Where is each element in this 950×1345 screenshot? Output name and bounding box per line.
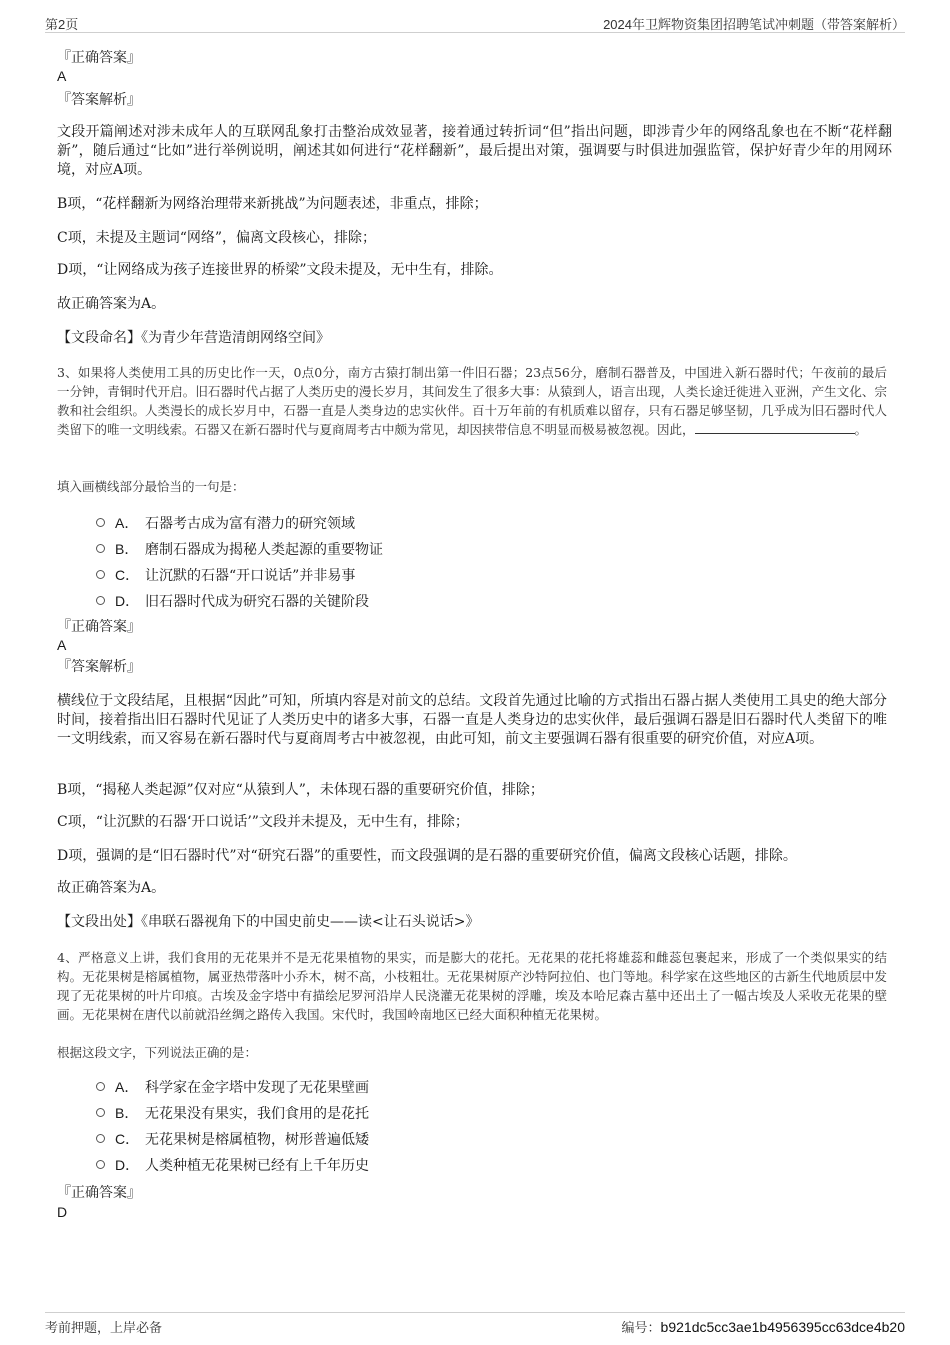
page-footer <box>45 1312 905 1337</box>
footer-slogan: 考前押题，上岸必备 <box>45 1320 163 1335</box>
q2-source: 【文段命名】《为青少年营造清朗网络空间》 <box>57 330 330 346</box>
q3-answer-label: 『正确答案』 <box>57 619 141 635</box>
q4-option-b[interactable] <box>57 1100 657 1126</box>
radio-icon[interactable] <box>96 570 105 579</box>
q4-answer: D <box>57 1204 68 1220</box>
option-letter: C． <box>115 1131 140 1147</box>
page-number: 第2页 <box>45 17 79 32</box>
q3-analysis-label: 『答案解析』 <box>57 659 141 675</box>
document-title: 2024年卫辉物资集团招聘笔试冲刺题（带答案解析） <box>603 17 905 32</box>
q4-option-a[interactable] <box>57 1074 657 1100</box>
option-text: 石器考古成为富有潜力的研究领域 <box>145 516 355 532</box>
q2-analysis-b: B项，“花样翻新为网络治理带来新挑战”为问题表述，非重点，排除； <box>57 196 488 212</box>
option-text: 人类种植无花果树已经有上千年历史 <box>145 1158 369 1174</box>
radio-icon[interactable] <box>96 544 105 553</box>
radio-icon[interactable] <box>96 1134 105 1143</box>
q3-analysis-main: 横线位于文段结尾，且根据“因此”可知，所填内容是对前文的总结。文段首先通过比喻的方式指出石器占据人类使用工具史的绝大部分时间，接着指出旧石器时代见证了人类历史中的诸多大事，石器一直是人类身边的忠实伙伴，最后强调石器是旧石器时代人类留下的唯一文明线索，而又容易在新石器时代与夏商周考古中被忽视，由此可知，前文主要强调石器有很重要的研究价值，对应A项。 <box>57 693 887 747</box>
option-letter: D． <box>115 593 140 609</box>
radio-icon[interactable] <box>96 1082 105 1091</box>
q4-option-d[interactable] <box>57 1152 657 1178</box>
q4-stem: 4、严格意义上讲，我们食用的无花果并不是无花果植物的果实，而是膨大的花托。无花果的花托将雄蕊和雌蕊包裹起来，形成了一个类似果实的结构。无花果树是榕属植物，属亚热带落叶小乔木，树不高，小枝粗壮。无花果树原产沙特阿拉伯、也门等地。科学家在这些地区的古新生代地质层中发现了无花果树的叶片印痕。古埃及金字塔中有描绘尼罗河沿岸人民浇灌无花果树的浮雕，埃及本哈尼森古墓中还出土了一幅古埃及人采收无花果的壁画。无花果树在唐代以前就沿丝绸之路传入我国。宋代时，我国岭南地区已经大面积种植无花果树。 <box>57 950 887 1022</box>
option-text: 让沉默的石器“开口说话”并非易事 <box>145 568 356 584</box>
option-letter: A． <box>115 515 139 531</box>
option-text: 科学家在金字塔中发现了无花果壁画 <box>145 1080 369 1096</box>
q2-answer-label: 『正确答案』 <box>57 50 141 66</box>
radio-icon[interactable] <box>96 596 105 605</box>
q3-analysis-c: C项，“让沉默的石器‘开口说话’”文段并未提及，无中生有，排除； <box>57 814 469 830</box>
option-text: 磨制石器成为揭秘人类起源的重要物证 <box>145 542 383 558</box>
q3-answer: A <box>57 637 67 653</box>
q3-instruction: 填入画横线部分最恰当的一句是： <box>57 479 245 494</box>
q2-analysis-label: 『答案解析』 <box>57 92 141 108</box>
q2-analysis-main: 文段开篇阐述对涉未成年人的互联网乱象打击整治成效显著，接着通过转折词“但”指出问题，即涉青少年的网络乱象也在不断“花样翻新”，随后通过“比如”进行举例说明，阐述其如何进行“花样翻新”，最后提出对策，强调要与时俱进加强监管，保护好青少年的用网环境，对应A项。 <box>57 124 892 178</box>
q3-option-d[interactable] <box>57 588 657 614</box>
radio-icon[interactable] <box>96 518 105 527</box>
q3-option-a[interactable] <box>57 510 657 536</box>
q3-conclusion: 故正确答案为A。 <box>57 880 166 896</box>
option-letter: B． <box>115 1105 139 1121</box>
code-value: b921dc5cc3ae1b4956395cc63dce4b20 <box>660 1319 905 1335</box>
q3-stem <box>57 363 887 439</box>
q2-answer: A <box>57 68 67 84</box>
q3-analysis-b: B项，“揭秘人类起源”仅对应“从猿到人”，未体现石器的重要研究价值，排除； <box>57 782 544 798</box>
q4-option-c[interactable] <box>57 1126 657 1152</box>
option-letter: C． <box>115 567 140 583</box>
q3-analysis-d: D项，强调的是“旧石器时代”对“研究石器”的重要性，而文段强调的是石器的重要研究价值，偏离文段核心话题，排除。 <box>57 848 797 864</box>
option-text: 旧石器时代成为研究石器的关键阶段 <box>145 594 369 610</box>
q2-analysis-d: D项，“让网络成为孩子连接世界的桥梁”文段未提及，无中生有，排除。 <box>57 262 503 278</box>
code-label: 编号： <box>621 1320 661 1335</box>
option-letter: A． <box>115 1079 139 1095</box>
radio-icon[interactable] <box>96 1160 105 1169</box>
q4-options <box>57 1074 657 1178</box>
option-text: 无花果没有果实，我们食用的是花托 <box>145 1106 369 1122</box>
q4-answer-label: 『正确答案』 <box>57 1185 141 1201</box>
option-text: 无花果树是榕属植物，树形普遍低矮 <box>145 1132 369 1148</box>
option-letter: B． <box>115 541 139 557</box>
q3-stem-text: 3、如果将人类使用工具的历史比作一天，0点0分，南方古猿打制出第一件旧石器；23点56分，磨制石器普及，中国进入新石器时代；午夜前的最后一分钟，青铜时代开启。旧石器时代占据了人类历史的漫长岁月，其间发生了很多大事：从猿到人，语言出现，人类长途迁徙进入亚洲，产生文化、宗教和社会组织。人类漫长的成长岁月中，石器一直是人类身边的忠实伙伴。百十万年前的有机质难以留存，只有石器足够坚韧，几乎成为旧石器时代人类留下的唯一文明线索。石器又在新石器时代与夏商周考古中颇为常见，却因挟带信息不明显而极易被忽视。因此， <box>57 365 887 437</box>
q3-source: 【文段出处】《串联石器视角下的中国史前史——读<让石头说话>》 <box>57 914 480 930</box>
q3-options <box>57 510 657 614</box>
option-letter: D． <box>115 1157 140 1173</box>
q4-instruction: 根据这段文字，下列说法正确的是： <box>57 1045 258 1060</box>
q3-stem-end: 。 <box>854 422 868 437</box>
q2-analysis-c: C项，未提及主题词“网络”，偏离文段核心，排除； <box>57 230 377 246</box>
radio-icon[interactable] <box>96 1108 105 1117</box>
q3-option-b[interactable] <box>57 536 657 562</box>
footer-code <box>622 1317 905 1336</box>
q3-option-c[interactable] <box>57 562 657 588</box>
page-header <box>45 12 905 33</box>
q2-conclusion: 故正确答案为A。 <box>57 296 166 312</box>
q3-fill-blank <box>695 421 855 434</box>
